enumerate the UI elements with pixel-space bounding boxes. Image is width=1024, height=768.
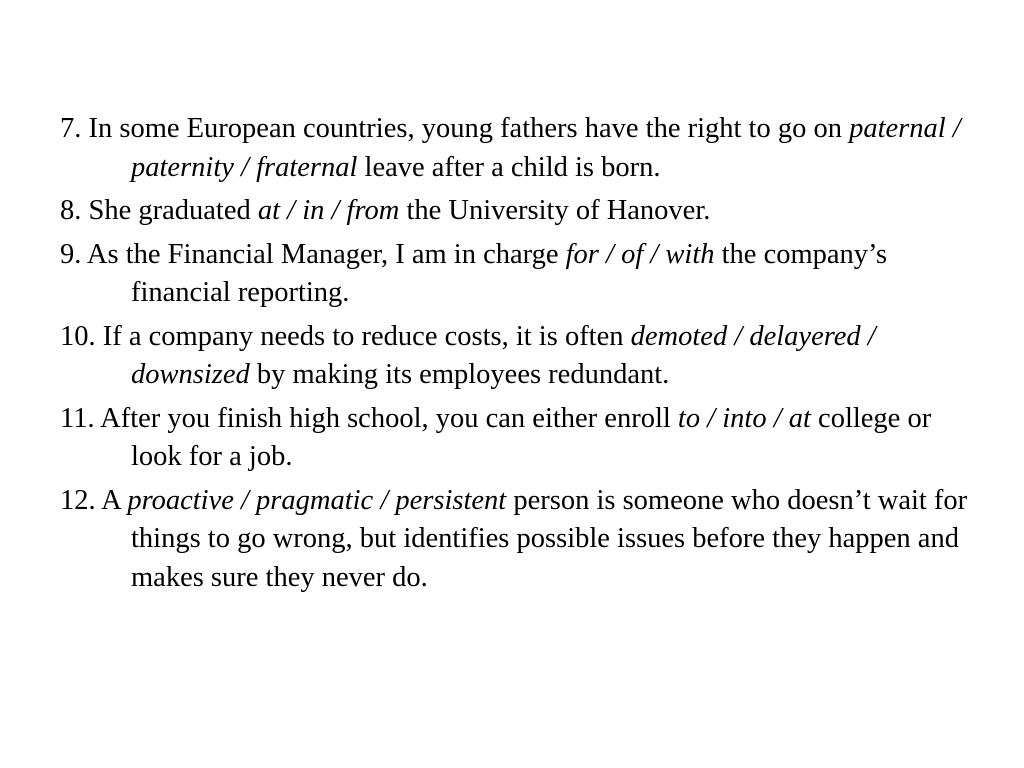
item-text-before: 10. If a company needs to reduce costs, it is often (60, 320, 631, 352)
item-text-before: 7. In some European countries, young fathers have the right to go on (60, 113, 850, 144)
item-text-before: 12. A (60, 484, 128, 516)
exercise-item-8 (60, 192, 980, 231)
item-options: at / in / from (257, 195, 400, 226)
exercise-list (60, 110, 980, 602)
item-text-after: by making its employees redundant. (249, 359, 670, 390)
exercise-item-7 (60, 110, 980, 187)
exercise-item-11 (60, 400, 980, 477)
exercise-item-12 (60, 482, 980, 598)
item-text-after: the University of Hanover. (399, 195, 711, 226)
item-text-before: 11. After you finish high school, you can either enroll (60, 402, 678, 434)
item-text-after: college or look for a job. (131, 402, 932, 472)
item-text-before: 9. As the Financial Manager, I am in charge (60, 238, 566, 270)
item-options: paternal / paternity / fraternal (131, 113, 961, 183)
item-options: proactive / pragmatic / persistent (127, 484, 507, 516)
item-text-after: the company’s financial reporting. (131, 238, 888, 308)
item-options: to / into / at (677, 402, 811, 434)
exercise-item-9 (60, 236, 980, 313)
item-text-after: person is someone who doesn’t wait for things to go wrong, but identifies possible issues before they happen and makes sure they never do. (131, 484, 968, 593)
item-text-after: leave after a child is born. (357, 151, 661, 183)
item-text-before: 8. She graduated (60, 195, 258, 226)
exercise-item-10 (60, 318, 980, 395)
item-options: demoted / delayered / downsized (131, 320, 876, 390)
item-options: for / of / with (565, 238, 715, 270)
